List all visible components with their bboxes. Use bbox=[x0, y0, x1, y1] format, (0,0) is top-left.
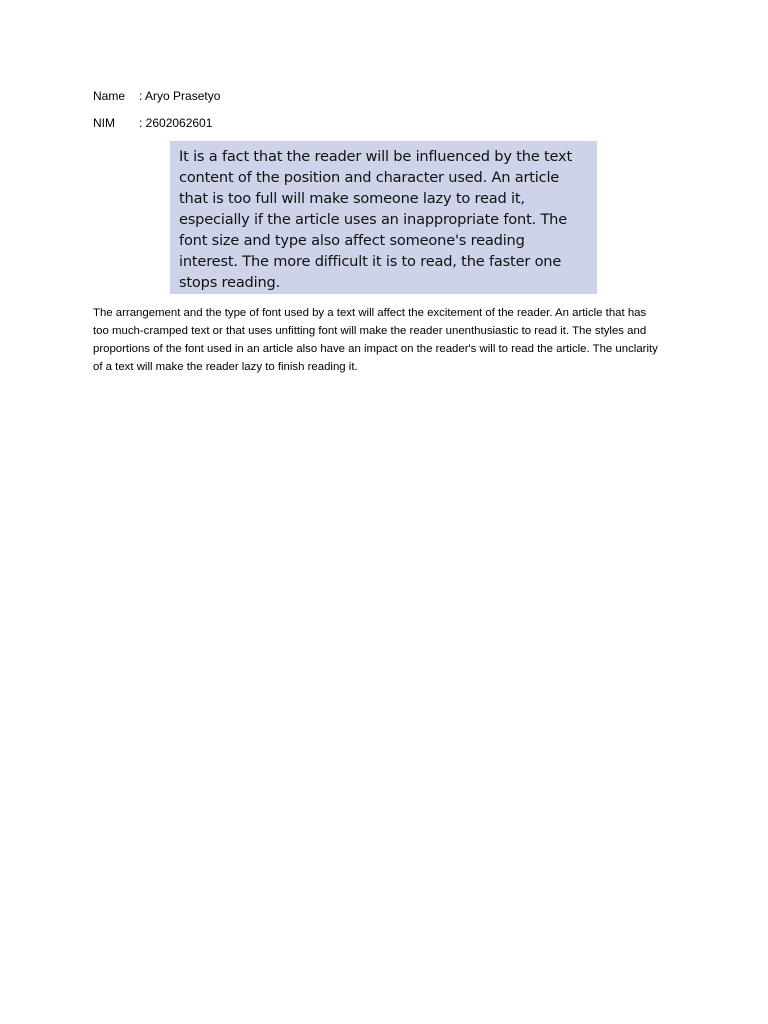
quote-line: especially if the article uses an inappropriate font. The bbox=[179, 211, 568, 228]
nim-row bbox=[93, 116, 212, 130]
name-row bbox=[93, 89, 220, 103]
paraphrase-paragraph: The arrangement and the type of font used by a text will affect the excitement of the reader. An article that has too much-cramped text or that uses unfitting font will make the reader unenthusiastic to read it. The styles and proportions of the font used in an article also have an impact on the reader's will to read the article. The unclarity of a text will make the reader lazy to finish reading it. bbox=[93, 307, 658, 373]
quote-line: that is too full will make someone lazy to read it, bbox=[179, 190, 525, 207]
name-label: Name bbox=[93, 89, 126, 103]
nim-value: : 2602062601 bbox=[139, 116, 213, 130]
quote-line: stops reading. bbox=[179, 274, 281, 291]
nim-label: NIM bbox=[93, 116, 115, 130]
quote-line: It is a fact that the reader will be influenced by the text bbox=[179, 148, 572, 165]
name-value: : Aryo Prasetyo bbox=[139, 89, 221, 103]
quote-line: font size and type also affect someone's reading bbox=[179, 232, 525, 249]
quoted-text bbox=[179, 146, 591, 293]
quote-line: interest. The more difficult it is to read, the faster one bbox=[179, 253, 562, 270]
quoted-text-image bbox=[170, 141, 597, 294]
quote-line: content of the position and character used. An article bbox=[179, 169, 560, 186]
